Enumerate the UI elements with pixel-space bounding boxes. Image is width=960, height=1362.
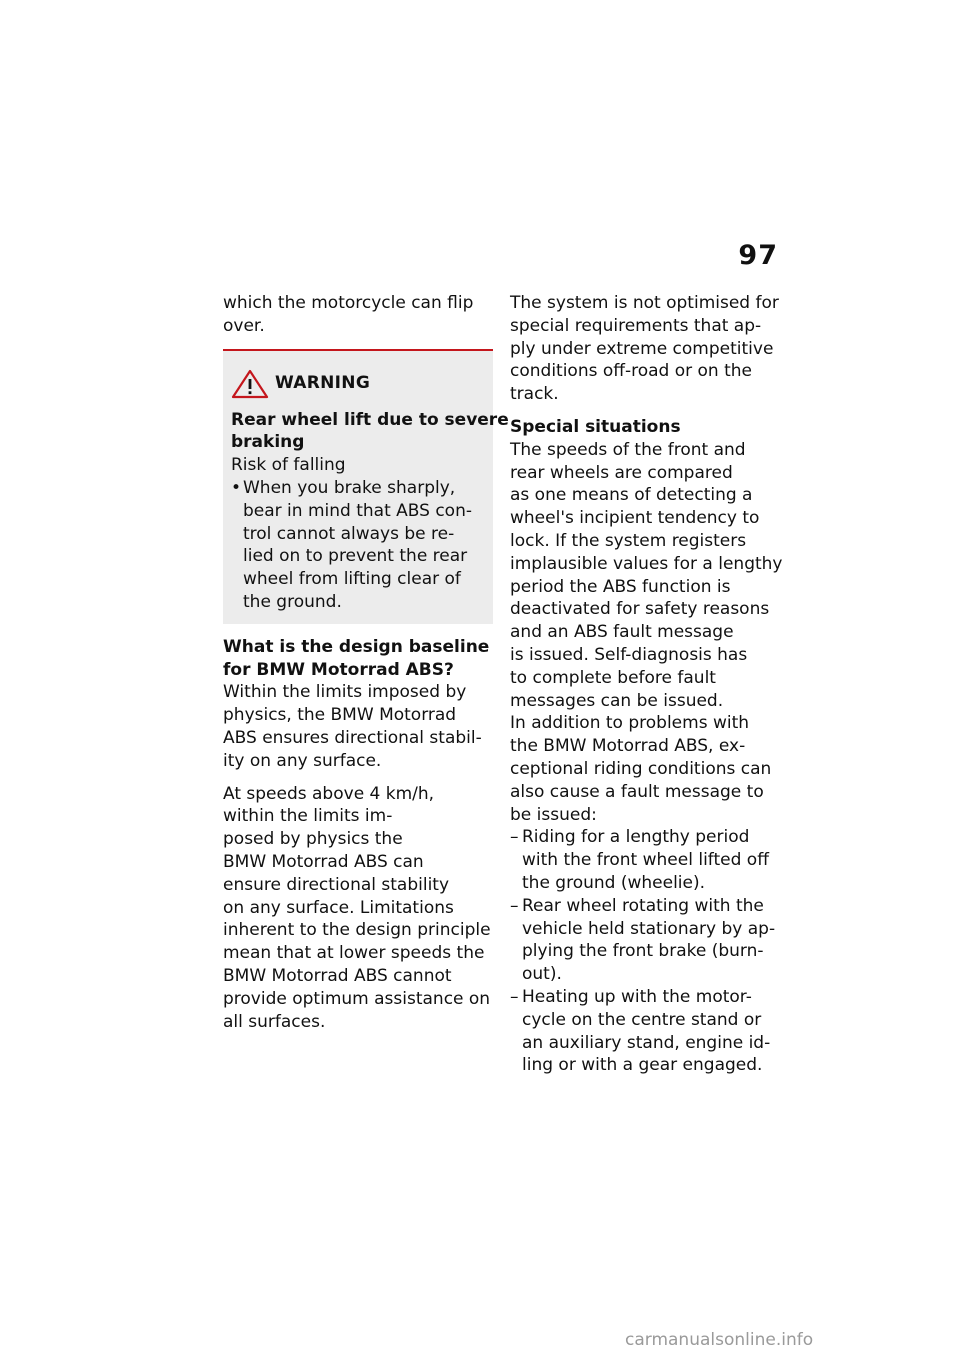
text-line: conditions off-road or on the: [510, 361, 753, 382]
text-line: ensure directional stability: [223, 874, 450, 895]
text-line: with the front wheel lifted off: [522, 850, 769, 871]
intro-paragraph: [223, 292, 493, 338]
speeds-paragraph: [223, 783, 493, 1034]
text-line: also cause a fault message to: [510, 781, 764, 802]
text-line: posed by physics the: [223, 829, 403, 850]
text-line: ceptional riding conditions can: [510, 758, 772, 779]
text-line: special requirements that ap-: [510, 315, 762, 336]
special-situations-heading: Special situations: [510, 416, 681, 437]
text-line: on any surface. Limitations: [223, 897, 454, 918]
design-paragraph: [223, 681, 493, 772]
text-line: inherent to the design principle: [223, 920, 491, 941]
text-line: the BMW Motorrad ABS, ex-: [510, 736, 746, 757]
warning-label: WARNING: [275, 373, 371, 394]
left-column: [223, 292, 509, 1043]
warning-risk: Risk of falling: [231, 455, 346, 476]
text-line: mean that at lower speeds the: [223, 943, 485, 964]
text-line: messages can be issued.: [510, 690, 724, 711]
footer-watermark: carmanualsonline.info: [625, 1330, 814, 1350]
text-line: vehicle held stationary by ap-: [522, 918, 776, 939]
text-line: bear in mind that ABS con-: [243, 500, 472, 521]
text-line: ling or with a gear engaged.: [522, 1055, 763, 1076]
warning-header: [231, 369, 487, 399]
text-line: over.: [223, 315, 265, 336]
text-line: trol cannot always be re-: [243, 523, 455, 544]
text-line: BMW Motorrad ABS can: [223, 851, 424, 872]
text-line: cycle on the centre stand or: [522, 1009, 762, 1030]
text-line: ity on any surface.: [223, 750, 382, 771]
text-line: wheel from lifting clear of: [243, 569, 461, 590]
text-line: an auxiliary stand, engine id-: [522, 1032, 771, 1053]
warning-triangle-icon: [231, 369, 269, 399]
text-line: track.: [510, 384, 559, 405]
text-line: Rear wheel rotating with the: [522, 895, 764, 916]
text-line: physics, the BMW Motorrad: [223, 705, 457, 726]
right-column: [510, 292, 782, 1077]
text-line: and an ABS fault message: [510, 622, 734, 643]
text-line: Within the limits imposed by: [223, 682, 467, 703]
list-item: [510, 826, 782, 894]
text-line: BMW Motorrad ABS cannot: [223, 965, 452, 986]
text-line: Heating up with the motor-: [522, 986, 752, 1007]
text-line: within the limits im-: [223, 806, 393, 827]
conditions-list: [510, 826, 782, 1077]
text-line: implausible values for a lengthy: [510, 553, 783, 574]
text-line: Riding for a lengthy period: [522, 827, 750, 848]
text-line: be issued:: [510, 804, 597, 825]
addition-paragraph: [510, 712, 782, 826]
text-line: provide optimum assistance on: [223, 988, 491, 1009]
warning-heading: [231, 409, 509, 455]
text-line: all surfaces.: [223, 1011, 326, 1032]
dash-marker: –: [510, 827, 519, 848]
text-line: as one means of detecting a: [510, 485, 753, 506]
warning-bullet-item: [231, 477, 487, 614]
text-line: braking: [231, 432, 305, 453]
text-line: for BMW Motorrad ABS?: [223, 659, 454, 680]
text-line: The speeds of the front and: [510, 439, 746, 460]
text-line: lock. If the system registers: [510, 530, 747, 551]
text-line: lied on to prevent the rear: [243, 546, 468, 567]
warning-box: [223, 351, 509, 624]
text-line: plying the front brake (burn-: [522, 941, 764, 962]
text-line: period the ABS function is: [510, 576, 731, 597]
text-line: ABS ensures directional stabil-: [223, 727, 482, 748]
text-line: In addition to problems with: [510, 713, 750, 734]
text-line: deactivated for safety reasons: [510, 599, 770, 620]
text-line: Rear wheel lift due to severe: [231, 409, 509, 430]
text-line: out).: [522, 964, 562, 985]
bullet-marker: •: [231, 477, 242, 498]
text-line: At speeds above 4 km/h,: [223, 783, 435, 804]
dash-marker: –: [510, 895, 519, 916]
text-line: What is the design baseline: [223, 636, 490, 657]
text-line: The system is not optimised for: [510, 293, 779, 313]
special-paragraph: [510, 439, 782, 713]
text-line: When you brake sharply,: [243, 477, 456, 498]
text-line: rear wheels are compared: [510, 462, 733, 483]
text-line: to complete before fault: [510, 667, 716, 688]
page-number: 97: [738, 240, 778, 271]
list-item: [510, 986, 782, 1077]
dash-marker: –: [510, 986, 519, 1007]
design-heading: [223, 636, 493, 682]
system-paragraph: [510, 292, 782, 406]
text-line: ply under extreme competitive: [510, 338, 774, 359]
list-item: [510, 895, 782, 986]
text-line: which the motorcycle can flip: [223, 293, 474, 313]
text-line: is issued. Self-diagnosis has: [510, 644, 748, 665]
text-line: wheel's incipient tendency to: [510, 508, 760, 529]
text-line: the ground (wheelie).: [522, 872, 706, 893]
text-line: the ground.: [243, 591, 342, 612]
